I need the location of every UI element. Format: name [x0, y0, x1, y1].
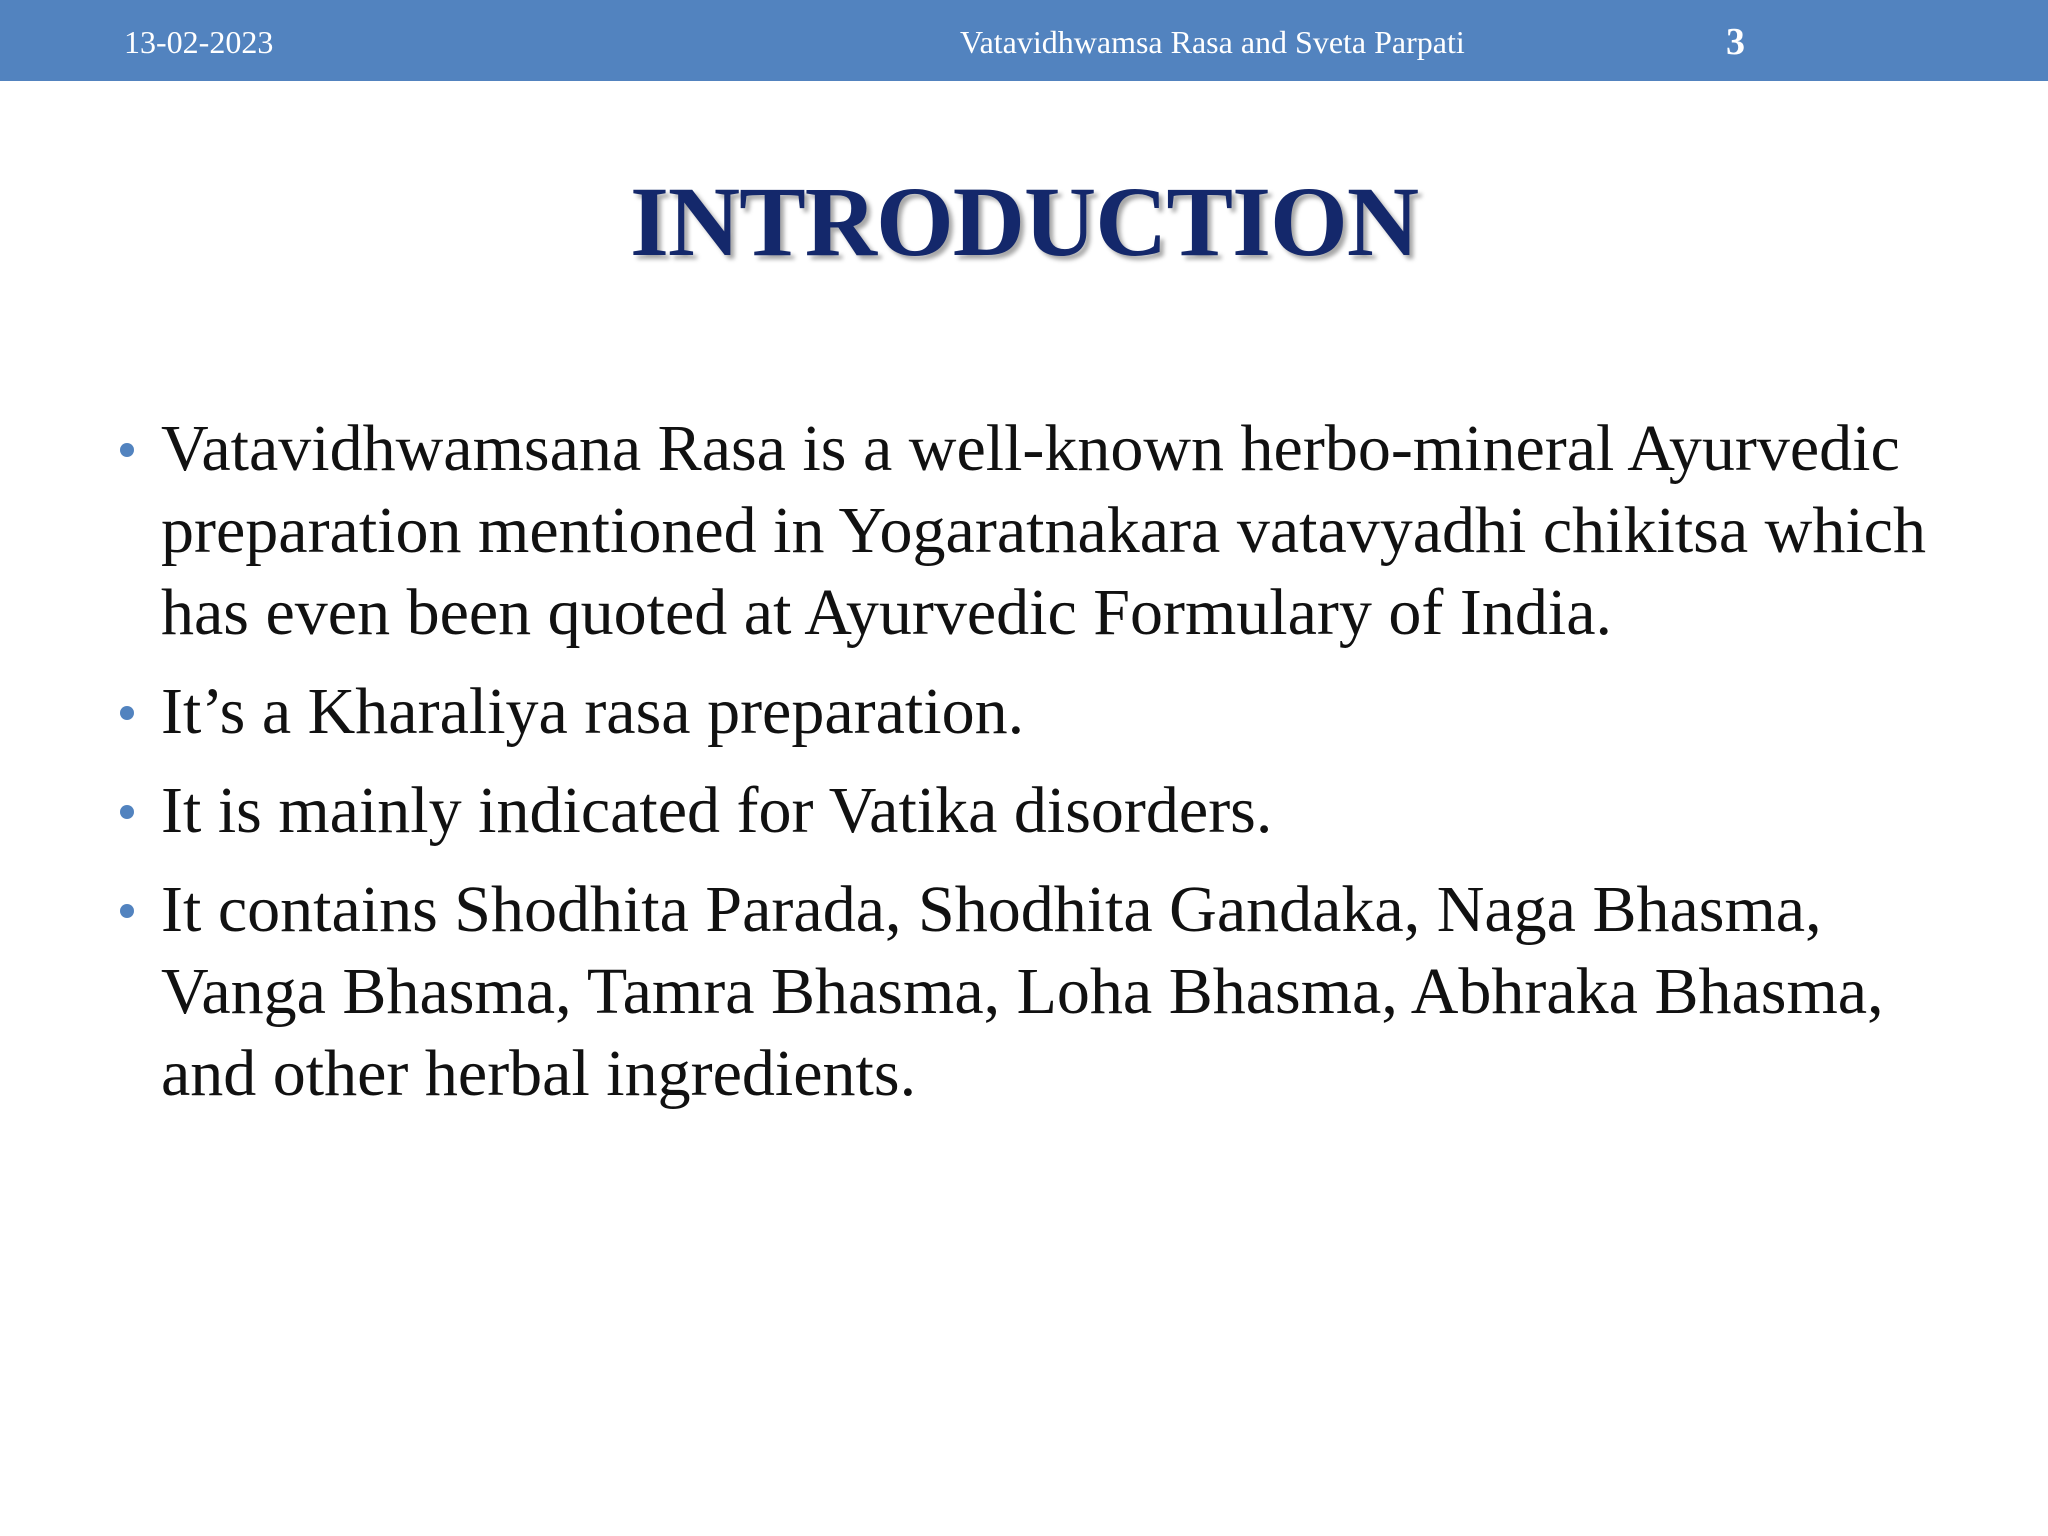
page-number: 3: [1726, 21, 1745, 63]
bullet-icon: [120, 706, 134, 720]
bullet-text: It contains Shodhita Parada, Shodhita Gandaka, Naga Bhasma, Vanga Bhasma, Tamra Bhasma, Loha Bhasma, Abhraka Bhasma, and other herbal ingredients.: [161, 873, 1884, 1110]
bullet-item: [112, 770, 1972, 852]
presentation-title: Vatavidhwamsa Rasa and Sveta Parpati: [960, 24, 1465, 60]
slide-header-bar: [0, 0, 2048, 81]
bullet-item: [112, 408, 1972, 654]
bullet-icon: [120, 443, 134, 457]
bullet-text: Vatavidhwamsana Rasa is a well-known herbo-mineral Ayurvedic preparation mentioned in Yogaratnakara vatavyadhi chikitsa which has even been quoted at Ayurvedic Formulary of India.: [161, 412, 1926, 649]
bullet-text: It’s a Kharaliya rasa preparation.: [161, 675, 1025, 748]
bullet-list: [112, 408, 1972, 1132]
slide-date: 13-02-2023: [124, 24, 274, 60]
bullet-icon: [120, 904, 134, 918]
bullet-item: [112, 869, 1972, 1115]
bullet-icon: [120, 805, 134, 819]
bullet-text: It is mainly indicated for Vatika disorders.: [161, 774, 1273, 847]
bullet-item: [112, 671, 1972, 753]
slide-title: INTRODUCTION: [629, 166, 1419, 277]
